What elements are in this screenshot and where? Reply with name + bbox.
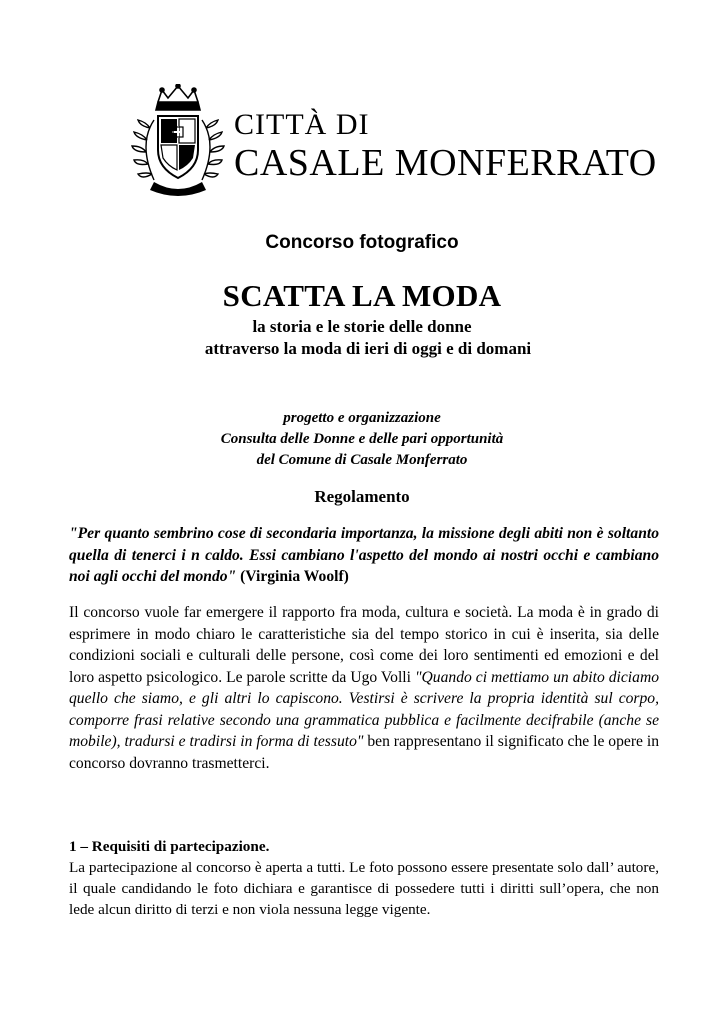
subtitle-line1: la storia e le storie delle donne bbox=[252, 317, 472, 336]
organization-block bbox=[0, 408, 724, 471]
epigraph-text: "Per quanto sembrino cose di secondaria importanza, la missione degli abiti non è soltanto quella di tenerci i n caldo. Essi cambiano l'aspetto del mondo ai nostri occhi e cambiano noi agli occhi del mondo" bbox=[69, 525, 659, 585]
organization-line3: del Comune di Casale Monferrato bbox=[256, 452, 468, 468]
intro-paragraph bbox=[69, 602, 659, 774]
organization-line1: progetto e organizzazione bbox=[283, 410, 441, 426]
intro-part2: ben rappresentano il significato che le opere in concorso dovranno trasmetterci. bbox=[69, 733, 659, 772]
coat-of-arms-icon bbox=[128, 84, 228, 200]
regulation-heading: Regolamento bbox=[314, 487, 410, 506]
contest-type: Concorso fotografico bbox=[265, 232, 459, 253]
city-name-line2: CASALE MONFERRATO bbox=[234, 142, 657, 184]
section-requirements bbox=[69, 836, 659, 920]
intro-quote: "Quando ci mettiamo un abito diciamo quello che siamo, e gli altri lo capiscono. Vestirsi è scrivere la propria identità sul corpo, comporre frasi relative secondo una grammatica pubblica e facilmente decifrabile (anche se mobile), tradursi e tradirsi in forma di tessuto" bbox=[69, 668, 659, 750]
epigraph bbox=[69, 523, 659, 588]
section-body: La partecipazione al concorso è aperta a tutti. Le foto possono essere presentate solo dall’ autore, il quale candidando le foto dichiara e garantisce di possedere tutti i diritti sull’opera, che non lede alcun diritto di terzi e non viola nessuna legge vigente. bbox=[69, 859, 659, 918]
contest-title: SCATTA LA MODA bbox=[222, 278, 502, 313]
city-name bbox=[234, 108, 657, 184]
subtitle-line2: attraverso la moda di ieri di oggi e di domani bbox=[204, 339, 532, 358]
contest-subtitle bbox=[0, 316, 724, 360]
city-name-line1: CITTÀ DI bbox=[234, 108, 370, 141]
epigraph-author: (Virginia Woolf) bbox=[240, 568, 349, 585]
section-heading: 1 – Requisiti di partecipazione. bbox=[69, 838, 270, 855]
intro-part1: Il concorso vuole far emergere il rapporto fra moda, cultura e società. La moda è in grado di esprimere in modo chiaro le caratteristiche sia del tempo storico in cui è inserita, sia delle condizioni sociali e culturali delle persone, così come dei loro sentimenti ed emozioni e del loro aspetto psicologico. Le parole scritte da Ugo Volli bbox=[69, 604, 659, 686]
organization-line2: Consulta delle Donne e delle pari opportunità bbox=[220, 431, 504, 447]
